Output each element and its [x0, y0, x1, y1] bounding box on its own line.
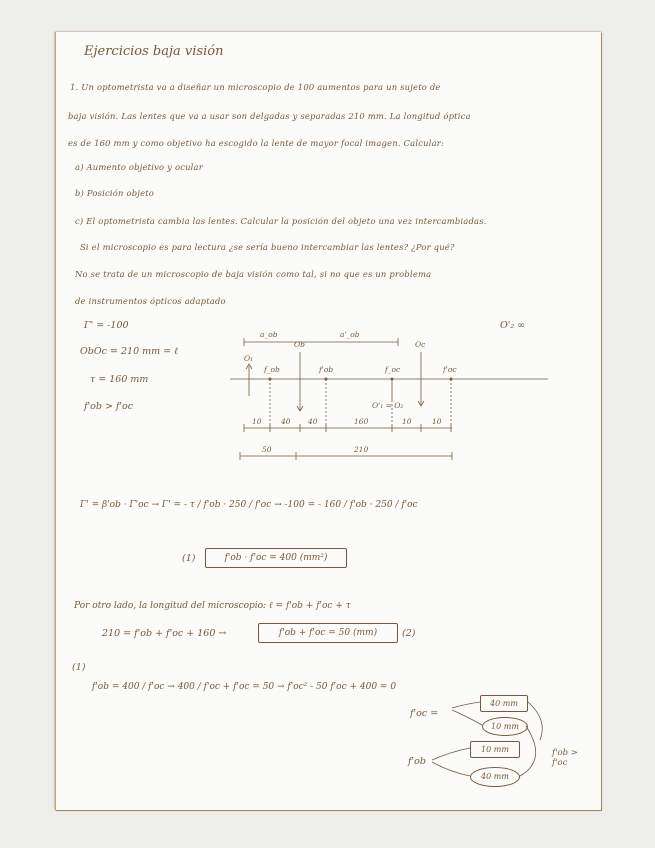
seg-4: 160	[354, 417, 369, 426]
fob-root-1: 10 mm	[470, 741, 520, 758]
problem-line-3: es de 160 mm y como objetivo ha escogido la lente de mayor focal imagen. Calcular:	[68, 138, 445, 148]
label-f-ob: f_ob	[264, 365, 280, 374]
seg-5: 10	[402, 417, 412, 426]
page-title: Ejercicios baja visión	[84, 44, 224, 59]
length-text: Por otro lado, la longitud del microscopio: ℓ = f'ob + f'oc + τ	[74, 601, 351, 611]
problem-item-b: b) Posición objeto	[75, 188, 155, 198]
label-fp-ob: f'ob	[319, 365, 334, 374]
seg-1: 10	[252, 417, 262, 426]
problem-line-2: baja visión. Las lentes que va a usar son delgadas y separadas 210 mm. La longitud óptica	[68, 111, 471, 121]
problem-line-1: 1. Un optometrista va a diseñar un microscopio de 100 aumentos para un sujeto de	[70, 82, 441, 92]
substitution-label: (1)	[72, 662, 86, 673]
gamma-equation: Γ' = β'ob · Γ'oc → Γ' = - τ / f'ob · 250 / f'oc → -100 = - 160 / f'ob · 250 / f'oc	[80, 500, 418, 510]
foc-root-2: 10 mm	[482, 717, 528, 736]
gamma-value: Γ' = -100	[84, 320, 129, 331]
label-ob: Ob	[294, 340, 305, 349]
label-f-oc: f_oc	[385, 365, 401, 374]
eq2-box: f'ob + f'oc = 50 (mm)	[258, 623, 398, 643]
foc-root-1: 40 mm	[480, 695, 528, 712]
label-o1: O₁	[244, 354, 254, 363]
seg-3: 40	[308, 417, 318, 426]
eq1-box: f'ob · f'oc = 400 (mm²)	[205, 548, 347, 568]
problem-item-c-2: Si el microscopio es para lectura ¿se sería bueno intercambiar las lentes? ¿Por qué?	[80, 242, 455, 252]
fob-label: f'ob	[408, 756, 426, 767]
image-infinity: O'₂ ∞	[500, 320, 526, 331]
span-50: 50	[262, 445, 272, 454]
seg-2: 40	[281, 417, 291, 426]
label-oc: Oc	[415, 340, 426, 349]
note-line-1: No se trata de un microscopio de baja visión como tal, si no que es un problema	[75, 269, 432, 279]
tau-value: τ = 160 mm	[90, 374, 149, 385]
seg-6: 10	[432, 417, 442, 426]
eq2-label: (2)	[402, 628, 416, 639]
focal-relation: f'ob > f'oc	[84, 401, 134, 412]
label-a-ob: a_ob	[260, 330, 278, 339]
note-line-2: de instrumentos ópticos adaptado	[75, 296, 226, 306]
conclusion: f'ob > f'oc	[552, 748, 578, 768]
fob-root-2: 40 mm	[470, 767, 520, 787]
problem-item-c-1: c) El optometrista cambia las lentes. Calcular la posición del objeto una vez intercambiadas.	[75, 216, 487, 226]
eq1-label: (1)	[182, 553, 196, 564]
length-equation: 210 = f'ob + f'oc + 160 →	[102, 628, 227, 639]
label-o1p-o2: O'₁ = O₂	[372, 401, 404, 410]
distance-value: ObOc = 210 mm = ℓ	[80, 346, 179, 357]
problem-item-a: a) Aumento objetivo y ocular	[75, 162, 203, 172]
span-210: 210	[354, 445, 369, 454]
substitution-equation: f'ob = 400 / f'oc → 400 / f'oc + f'oc = 50 → f'oc² - 50 f'oc + 400 = 0	[92, 682, 397, 692]
label-a-prime-ob: a'_ob	[340, 330, 360, 339]
foc-label: f'oc =	[410, 708, 439, 719]
label-fp-oc: f'oc	[443, 365, 457, 374]
